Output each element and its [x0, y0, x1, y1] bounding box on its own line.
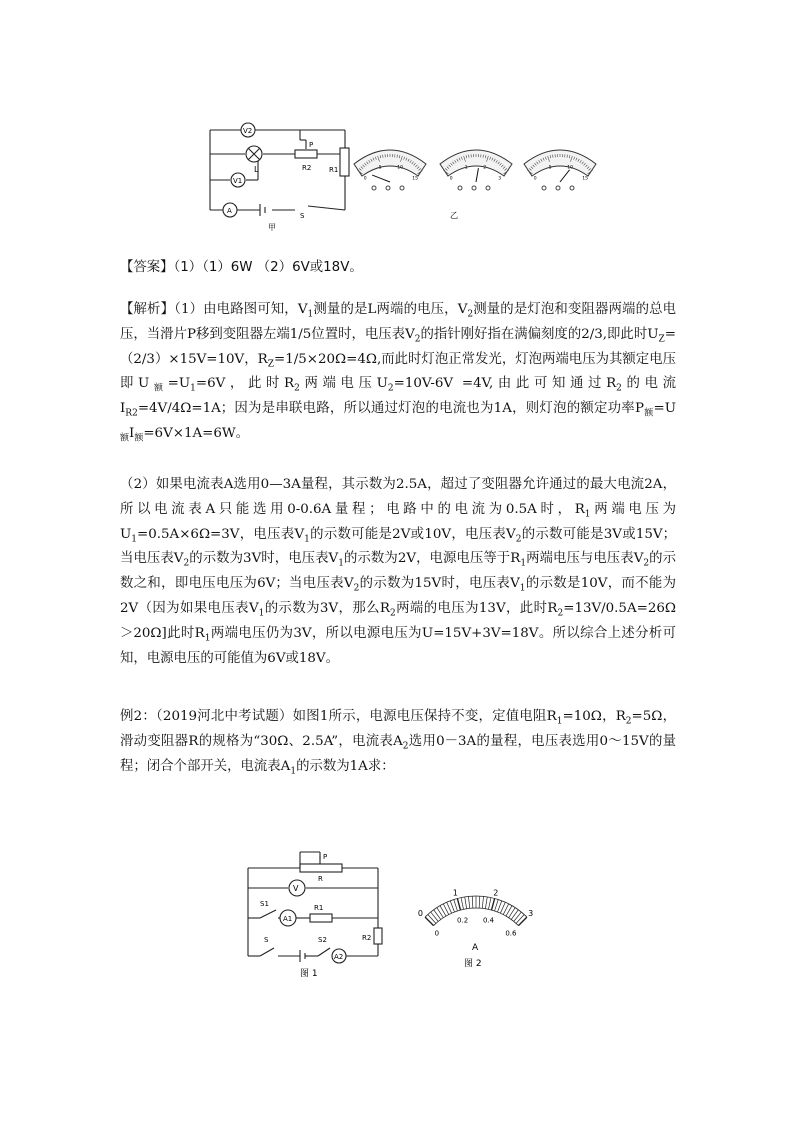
fig2-meter-tick: [468, 896, 469, 908]
fig2-meter-tick: [518, 917, 526, 925]
meter-terminal: [570, 186, 574, 190]
answer-label: 【答案】: [120, 260, 174, 275]
fig2-s-label: S: [264, 936, 269, 944]
fig2-r1-label: R1: [314, 904, 324, 912]
fig2-meter-tick: [516, 914, 524, 923]
meter-terminal: [472, 186, 476, 190]
r2-label: R2: [302, 164, 312, 172]
fig2-meter-arc: [434, 908, 519, 926]
meter-terminal: [542, 186, 546, 190]
analysis-paragraph-1: 【解析】（1）由电路图可知，$V_1$测量的是L两端的电压，$V_2$测量的是灯泡和变阻器两端的总电压，当滑片P移到变阻器左端1/5位置时，电压表$V_2$的指针刚好指在满偏刻度的2/3,即此时$U_Z=(2/3)\times 15V=10V$，$R_Z=1/5\times 20\Omega=4\Omega$,而此时灯泡正常发光，灯泡两端电压为其额定电压即$U_额=U_1=6V$，此时$R_2$两端电压$U_2=10V-6V =4V$,由此可知通过$R_2$的电流$I_{R2}=4V/4\Omega=1A$；因为是串联电路，所以通过灯泡的电流也为1A，则灯泡的额定功率$P_额=U_额I_额=6V\times 1A=6W$。: [120, 302, 677, 444]
fig2-v-label: V: [293, 884, 299, 893]
meter-tick-label: 10: [397, 165, 404, 171]
fig2-meter-tick: [450, 901, 454, 912]
fig2-meter-tick: [514, 912, 522, 921]
fig2-top-tick-label: 3: [528, 908, 534, 918]
fig2-meter-tick: [472, 896, 473, 908]
meter-tick-label: 0: [533, 176, 537, 182]
fig2-meter-tick: [511, 910, 518, 920]
analysis-paragraph-2: （2）如果电流表A选用0—3A量程，其示数为2.5A，超过了变阻器允许通过的最大电流2A，所以电流表A只能选用0-0.6A量程；电路中的电流为0.5A时，$R_1$两端电压为$U_1=0.5A\times 6\Omega=3V$，电压表$V_1$的示数可能是2V或10V，电压表$V_2$的示数可能是3V或15V；当电压表$V_2$的示数为3V时，电压表$V_1$的示数为2V，电源电压等于$R_1$两端电压与电压表$V_2$的示数之和，即电压电压为6V；当电压表$V_2$的示数为15V时，电压表$V_1$的示数是10V，而不能为2V（因为如果电压表$V_1$的示数为3V，那么$R_2$两端的电压为13V，此时$R_2=13V/0.5A=26\Omega>20\Omega$]此时$R_1$两端电压仍为3V，所以电源电压为U=15V+3V=18V。所以综合上述分析可知，电源电压的可能值为6V或18V。: [120, 477, 677, 666]
figure-1-circuit: [200, 118, 360, 233]
fig2-top-tick-label: 2: [493, 888, 499, 898]
analysis-label: 【解析】: [120, 302, 175, 317]
slider-label: P: [309, 141, 314, 149]
meter-terminal: [556, 186, 560, 190]
meter-tick-label: 3: [498, 176, 502, 182]
meter-tick-label: 10: [567, 165, 574, 171]
fig2-meter-tick: [457, 898, 460, 910]
fig2-s2-label: S2: [318, 936, 327, 944]
fig2-a2-label: A2: [334, 953, 344, 961]
fig2-bottom-tick-label: 0.6: [505, 929, 517, 938]
fig2-a1-label: A1: [283, 915, 293, 923]
fig2-top-tick-label: 0: [417, 908, 423, 918]
fig2-meter-tick: [461, 898, 463, 910]
figure-1-caption: 甲: [268, 223, 276, 232]
meter-terminal: [386, 186, 390, 190]
meter-needle: [560, 170, 570, 182]
fig2-meter-tick: [479, 896, 480, 908]
meter-tick-label: 1: [464, 165, 468, 171]
meter-needle: [476, 168, 478, 182]
meter-terminal: [486, 186, 490, 190]
fig2-caption-1: 图 1: [300, 969, 318, 979]
fig2-s1-label: S1: [260, 900, 269, 908]
fig2-meter-tick: [485, 897, 487, 909]
fig2-meter-tick: [431, 912, 439, 921]
answer-paragraph: [120, 256, 676, 281]
fig2-meter-tick: [428, 914, 436, 923]
answer-text: （1）（1）6W （2）6V或18V。: [173, 260, 363, 275]
meter-tick-label: 15: [412, 176, 419, 182]
example-2-paragraph: 例2：（2019河北中考试题）如图1所示，电源电压保持不变，定值电阻$R_1=10\Omega$，$R_2=5\Omega$，滑动变阻器R的规格为“30Ω、2.5A”，电流表$A_2$选用0－3A的量程，电压表选用0～15V的量程；闭合个部开关，电流表$A_1$的示数为1A求：: [120, 709, 676, 777]
meter-tick-label: 0: [449, 176, 453, 182]
meter-terminal: [372, 186, 376, 190]
fig2-meter-tick: [465, 897, 467, 909]
v2-label: V2: [243, 127, 253, 135]
meter-2-body: [440, 150, 512, 176]
fig2-meter-unit: A: [472, 943, 479, 953]
fig2-meter-tick: [482, 896, 483, 908]
fig2-bottom-tick-label: 0.2: [457, 916, 469, 925]
meter-1-body: [354, 150, 426, 176]
fig2-bottom-tick-label: 0.4: [482, 916, 495, 925]
meter-terminal: [400, 186, 404, 190]
meter-tick-label: 5: [378, 165, 382, 171]
figure-2-meter: [396, 878, 556, 970]
fig2-meter-tick: [425, 917, 433, 925]
meter-tick-label: 15: [582, 176, 589, 182]
fig2-r-label: R: [318, 875, 323, 883]
meter-tick-label: 2: [483, 165, 487, 171]
fig2-meter-tick: [488, 898, 490, 910]
meter-3-body: [524, 150, 596, 176]
meter-tick-label: 5: [548, 165, 552, 171]
fig2-bottom-tick-label: 0: [434, 929, 440, 938]
lamp-label: L: [254, 165, 259, 174]
fig2-meter-tick: [454, 900, 458, 911]
meter-terminal: [458, 186, 462, 190]
meters-caption: 乙: [450, 211, 458, 220]
figure-1-meters: [350, 134, 600, 224]
fig2-meter-tick: [434, 910, 441, 920]
switch-label: S: [300, 212, 305, 220]
fig2-meter-tick: [492, 898, 495, 910]
fig2-caption-2: 图 2: [464, 959, 482, 969]
fig2-meter-tick: [495, 900, 499, 911]
fig2-meter-tick: [498, 901, 502, 912]
figure-2-circuit: [238, 848, 388, 983]
meter-needle: [372, 175, 390, 182]
meter-tick-label: 0: [363, 176, 367, 182]
fig2-top-tick-label: 1: [452, 888, 458, 898]
fig2-r2-label: R2: [362, 934, 372, 942]
r1-label: R1: [329, 166, 339, 174]
fig2-slider-label: P: [323, 853, 328, 861]
v1-label: V1: [233, 177, 243, 185]
ammeter-label: A: [227, 207, 232, 215]
